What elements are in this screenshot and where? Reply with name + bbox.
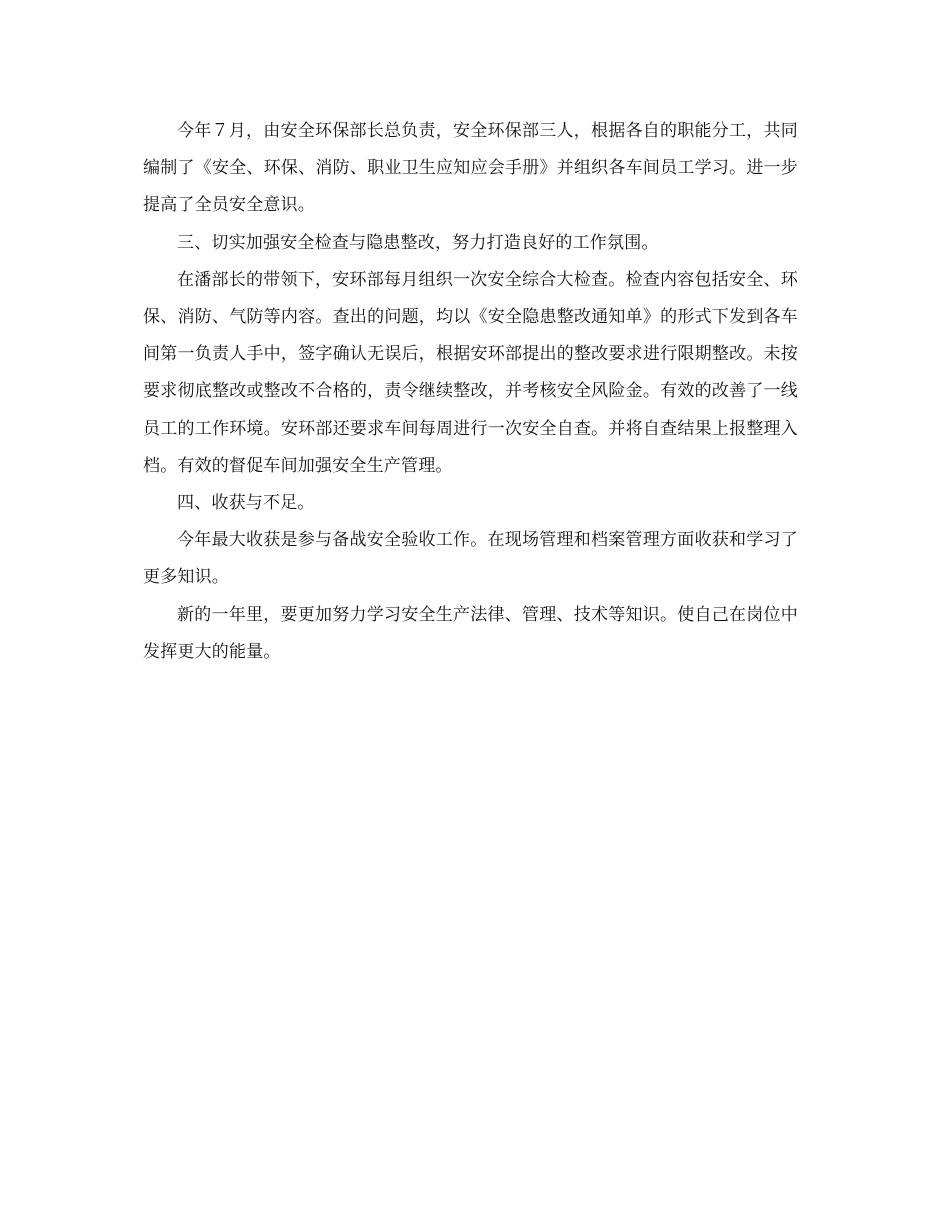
- paragraph-new-year-goal: 新的一年里，要更加努力学习安全生产法律、管理、技术等知识。使自己在岗位中发挥更大的能量。: [143, 604, 798, 662]
- document-body: [143, 113, 798, 671]
- paragraph-inspection-details: 在潘部长的带领下，安环部每月组织一次安全综合大检查。检查内容包括安全、环保、消防、气防等内容。查出的问题，均以《安全隐患整改通知单》的形式下发到各车间第一负责人手中，签字确认无误后，根据安环部提出的整改要求进行限期整改。未按要求彻底整改或整改不合格的，责令继续整改，并考核安全风险金。有效的改善了一线员工的工作环境。安环部还要求车间每周进行一次安全自查。并将自查结果上报整理入档。有效的督促车间加强安全生产管理。: [143, 269, 798, 476]
- paragraph-biggest-gain: 今年最大收获是参与备战安全验收工作。在现场管理和档案管理方面收获和学习了更多知识。: [143, 530, 798, 588]
- paragraph-manual-compilation: 今年７月，由安全环保部长总负责，安全环保部三人，根据各自的职能分工，共同编制了《安全、环保、消防、职业卫生应知应会手册》并组织各车间员工学习。进一步提高了全员安全意识。: [143, 121, 798, 216]
- section-heading-safety-inspection: 三、切实加强安全检查与隐患整改，努力打造良好的工作氛围。: [177, 232, 659, 253]
- section-heading-gains-shortcomings: 四、收获与不足。: [177, 493, 315, 514]
